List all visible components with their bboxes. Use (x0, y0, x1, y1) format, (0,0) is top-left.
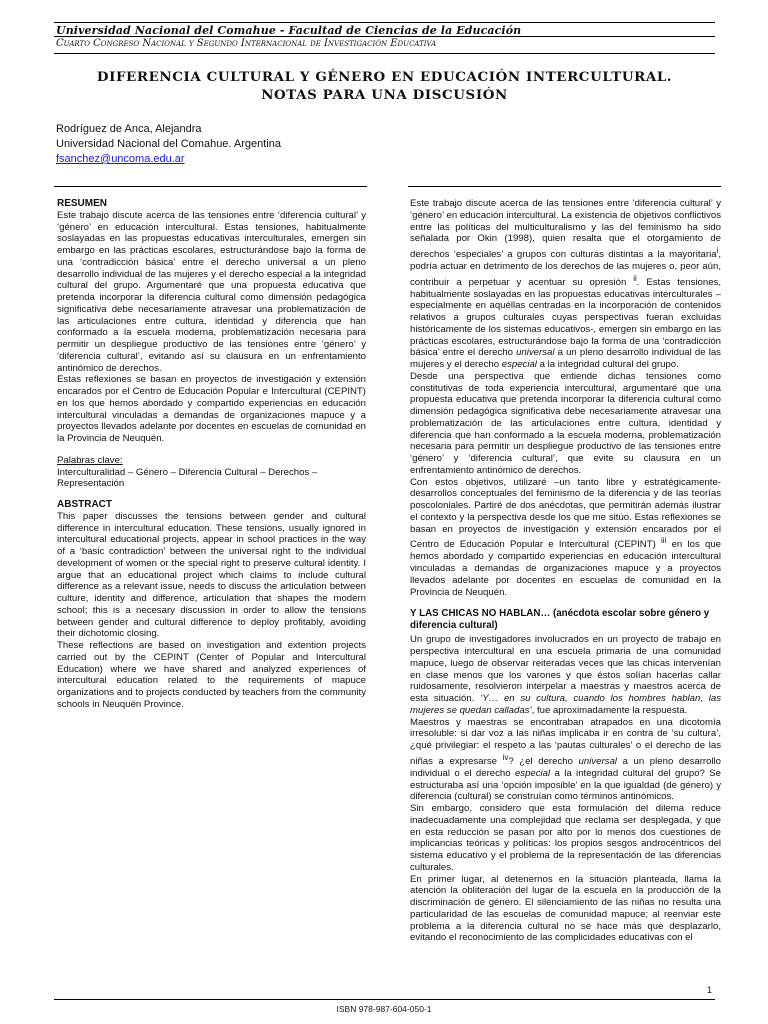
title-line-1: DIFERENCIA CULTURAL Y GÉNERO EN EDUCACIÓN INTERCULTURAL. (96, 69, 673, 85)
section-1-heading: Y LAS CHICAS NO HABLAN… (anécdota escolar sobre género y diferencia cultural) (410, 608, 710, 632)
intro-paragraph-1: Este trabajo discute acerca de las tensiones entre ‘diferencia cultural’ y ‘género’ en educación intercultural. La existencia de objetivos conflictivos entre las políticas del multiculturalismo y las del feminismo ha sido señalada por Okin (1998), quien resalta que el otorgamiento de derechos ‘especiales’ a grupos con culturas distintas a la mayoritaria$^i$, podría actuar en detrimento de los derechos de las mujeres o, peor aún, contribuir a perpetuar y acentuar su opresión $^{ii}$. Estas tensiones, habitualmente soslayadas en las propuestas educativas interculturales – especialmente en aquéllas centradas en la incorporación de contenidos relativos a grupos culturales cuyas perspectivas fueran excluidas históricamente de los sistemas educativos-, emergen sin embargo en las prácticas escolares, estructurándose bajo la forma de una ‘contradicción básica’ entre el derecho universal a un pleno desarrollo individual de las mujeres y el derecho especial a la integridad cultural del grupo. (410, 198, 721, 371)
header-university: Universidad Nacional del Comahue - Facultad de Ciencias de la Educación (56, 24, 522, 37)
keywords-list: Interculturalidad – Género – Diferencia Cultural – Derechos – Representación (57, 466, 318, 490)
section-1-paragraph-2: Maestros y maestras se encontraban atrapados en una dicotomía irresoluble: si dar voz a las niñas implicaba ir en contra de ‘su cultura’, ¿qué privilegiar: el respeto a las ‘pautas culturales’ o el derecho de las niñas a expresarse $^{iv}$? ¿el derecho universal a un pleno desarrollo individual o el derecho especial a la integridad cultural del grupo? Se estructuraba así una ‘opción imposible’ en la que igualdad (de género) y diferencia (cultural) se construían como términos antinómicos. (410, 716, 722, 803)
intro-paragraph-3: Con estos objetivos, utilizaré –un tanto libre y estratégicamente- desarrollos conceptuales del feminismo de la diferencia y de las teorías poscoloniales. Partiré de dos anécdotas, que permitirán además ilustrar el contexto y la perspectiva desde los que me sitúo. Estas reflexiones se basan en proyectos de investigación y extensión encarados por el Centro de Educación Popular e Intercultural (CEPINT) $^{iii}$ en los que hemos abordado y compartido experiencias en educación intercultural vinculadas a demandas de organizaciones mapuce y a proyectos llevados adelante por docentes en escuelas de comunidad en la Provincia de Neuquén. (410, 476, 721, 598)
header-rule-bottom (54, 53, 715, 54)
paper-title (54, 68, 715, 104)
right-column (410, 198, 721, 944)
author-name: Rodríguez de Anca, Alejandra (56, 123, 202, 135)
keywords-label: Palabras clave: (57, 454, 123, 466)
isbn: ISBN 978-987-604-050-1 (336, 1004, 432, 1014)
section-1-paragraph-4: En primer lugar, al detenernos en la situación planteada, llama la atención la obliteración del lugar de la escuela en la producción de la discriminación de género. El silenciamiento de las niñas no resulta una particularidad de las escuelas de comunidad mapuce; al reenviar este problema a la diferencia cultural no se hace más que desplazarlo, evitando el reconocimiento de las complicidades educativas con el (410, 873, 721, 944)
intro-paragraph-2: Desde una perspectiva que entiende dichas tensiones como constitutivas de toda experiencia intercultural, argumentaré que una propuesta educativa que pretenda incorporar la diferencia cultural como dimensión pedagógica significativa debe necesariamente atravesar una problematización de las articulaciones entre cultura, identidad y diferencia que han conformado a la escuela moderna, problematización necesaria para permitir un despliegue productivo de las tensiones entre ‘género’ y ‘diferencia cultural’, que evite su clausura en un enfrentamiento antinómico de derechos. (410, 370, 721, 476)
page-number: 1 (707, 985, 713, 995)
footer-rule (54, 999, 715, 1000)
section-1-paragraph-3: Sin embargo, considero que esta formulación del dilema reduce inadecuadamente una complejidad que reclama ser desplegada, y que en esta reducción se pasan por alto por lo menos dos cuestiones de implicancias teóricas y políticas: los propios sesgos androcéntricos del sistema educativo y el problema de la representación de las diferencias culturales. (410, 803, 721, 873)
header-congress: Cuarto Congreso Nacional y Segundo Internacional de Investigación Educativa (56, 38, 437, 49)
title-line-2: NOTAS PARA UNA DISCUSIÓN (261, 87, 508, 103)
footnote-ref-ii[interactable]: ii (633, 273, 637, 283)
resumen-heading: RESUMEN (57, 198, 108, 209)
abstract-heading: ABSTRACT (57, 499, 112, 510)
resumen-paragraph-2: Estas reflexiones se basan en proyectos de investigación y extensión encarados por el Centro de Educación Popular e Intercultural (CEPINT) en los que hemos abordado y compartido experiencias en educación intercultural vinculadas a demandas de organizaciones mapuce y a proyectos llevados adelante por docentes en escuelas de comunidad en la Provincia de Neuquén. (57, 374, 366, 444)
footnote-ref-i[interactable]: i (716, 246, 719, 255)
header-rule-top (54, 22, 715, 23)
footnote-ref-iii[interactable]: iii (661, 536, 667, 546)
abstract-paragraph-2: These reflections are based on investigation and extention projects carried out by the CEPINT (Center of Popular and Intercultural Education) where we have shared and analyzed experiences of intercultural education related to the requirements of mapuce organizations and to projects conducted by teachers from the community schools in Neuquén Province. (57, 640, 366, 710)
resumen-paragraph-1: Este trabajo discute acerca de las tensiones entre ‘diferencia cultural’ y ‘género’ en educación intercultural. Estas tensiones, habitualmente soslayadas en las propuestas educativas interculturales, emergen sin embargo en las prácticas escolares, estructurándose bajo la forma de una ‘contradicción básica’ entre el derecho universal a un pleno desarrollo individual de las mujeres y el derecho especial a la integridad cultural del grupo. Argumentaré que una propuesta educativa que pretenda incorporar la diferencia cultural como dimensión pedagógica significativa debe necesariamente atravesar una problematización de las articulaciones entre cultura, identidad y diferencia que han conformado a la escuela moderna, problematización necesaria para permitir un despliegue productivo de las tensiones entre ‘género’ y ‘diferencia cultural’, evitando así su clausura en un enfrentamiento antinómico de derechos. (57, 209, 366, 374)
footnote-ref-iv[interactable]: iv (502, 752, 509, 762)
author-block (56, 122, 281, 167)
section-1-paragraph-1: Un grupo de investigadores involucrados en un proyecto de trabajo en perspectiva intercultural en una escuela primaria de una comunidad mapuce, luego de observar reiteradas veces que las chicas intervenían en clase menos que los varones y que éstos solían hacerlas callar ruidosamente, resolvieron interpelar a maestras y maestros acerca de esta situación. ‘Y… en su cultura, cuando los hombres hablan, las mujeres se quedan calladas’, fue aproximadamente la respuesta. (410, 634, 721, 716)
left-column (57, 198, 366, 711)
author-affiliation: Universidad Nacional del Comahue. Argentina (56, 138, 282, 150)
header-rule-middle (54, 36, 715, 37)
abstract-paragraph-1: This paper discusses the tensions between gender and cultural difference in intercultural education. These tensions, usually ignored in intercultural educational projects, appear in school practices in the way of a ‘basic contradiction’ between the universal right to the individual development of women or the special right to preserve cultural identity. I argue that an educational project which claims to include cultural difference as a relevant issue, needs to discuss the articulation between culture, identity and difference, articulation that shapes the modern school; this is a necesary discussion in order to allow the tensions between gender and cultural difference to deploy profitably, avoiding their dichotomic closing. (57, 510, 366, 640)
author-email-link[interactable]: fsanchez@uncoma.edu.ar (56, 153, 185, 165)
left-column-rule (54, 186, 367, 187)
right-column-rule (408, 186, 721, 187)
